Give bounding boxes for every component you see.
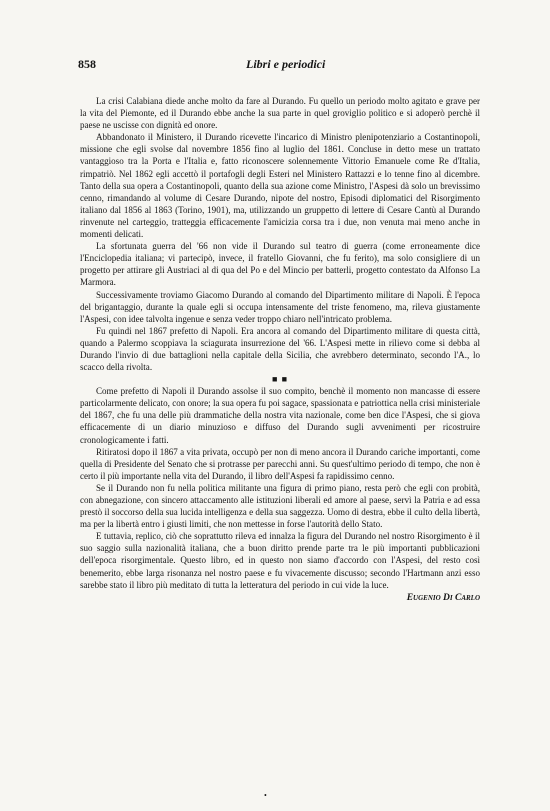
running-title: Libri e periodici: [246, 57, 326, 71]
paragraph: E tuttavia, replico, ciò che soprattutto rileva ed innalza la figura del Durando nel nostro Risorgimento è il suo saggio sulla nazionalità italiana, che a buon diritto prende parte tra le più importanti pubblicazioni dell'epoca risorgimentale. Questo libro, ed in questo non siamo d'accordo con l'Aspesi, del resto così benemerito, ebbe larga risonanza nel nostro paese e fu vivacemente discusso; secondo l'Hartmann anzi esso sarebbe stato il libro più meditato di tutta la letteratura del periodo in cui vide la luce.: [80, 531, 480, 590]
paragraph: Come prefetto di Napoli il Durando assolse il suo compito, benchè il momento non mancasse di essere particolarmente delicato, con onore; la sua opera fu poi sagace, spassionata e patriottica nella crisi ministeriale del 1867, che fu una delle più drammatiche della nostra vita nazionale, come ben dice l'Aspesi, che si giova efficacemente di un diario minuzioso e diffuso del Durando sugli avvenimenti per ricostruire cronologicamente i fatti.: [80, 386, 480, 445]
article-body: [80, 95, 480, 604]
paragraph: Ritiratosi dopo il 1867 a vita privata, occupò per non di meno ancora il Durando cariche importanti, come quella di Presidente del Senato che si protrasse per parecchi anni. Su quest'ultimo periodo di tempo, che non è certo il più importante nella vita del Durando, il libro dell'Aspesi fa rapidissimo cenno.: [80, 446, 480, 481]
paragraph: Se il Durando non fu nella politica militante una figura di primo piano, resta però che egli con probità, con abnegazione, con sincero attaccamento alle istituzioni liberali ed amore al paese, servì la Patria e ad essa prestò il soccorso della sua lucida intelligenza e della sua saggezza. Uomo di destra, ebbe il culto della libertà, ma per la libertà entro i giusti limiti, che non mettesse in forse l'autorità dello Stato.: [80, 482, 480, 530]
bottom-mark: •: [264, 791, 267, 800]
paragraph: La crisi Calabiana diede anche molto da fare al Durando. Fu quello un periodo molto agitato e grave per la vita del Piemonte, ed il Durando ebbe anche la sua parte in quel groviglio politico e si adoperò perchè il paese ne uscisse con dignità ed onore.: [80, 96, 480, 131]
page-header: [78, 57, 478, 75]
paragraph: Successivamente troviamo Giacomo Durando al comando del Dipartimento militare di Napoli. È l'epoca del brigantaggio, durante la quale egli si occupa intensamente del triste fenomeno, ma, rileva giustamente l'Aspesi, con idee talvolta ingenue e senza veder troppo chiaro nell'intricato problema.: [80, 289, 480, 324]
author-signature: Eugenio Di Carlo: [406, 592, 480, 603]
section-mark: ■ ■: [271, 374, 289, 385]
paragraph: Abbandonato il Ministero, il Durando ricevette l'incarico di Ministro plenipotenziario a Costantinopoli, missione che egli svolse dal novembre 1856 fino al luglio del 1861. Concluse in detto mese un trattato vantaggioso tra la Porta e l'Italia e, fatto riconoscere solennemente Vittorio Emanuele come Re d'Italia, rimpatriò. Nel 1862 egli accettò il portafogli degli Esteri nel Ministero Rattazzi e lo tenne fino al dicembre. Tanto della sua opera a Costantinopoli, quanto della sua azione come Ministro, l'Aspesi dà solo un brevissimo cenno, rimandando al volume di Cesare Durando, nipote del nostro, Episodi diplomatici del Risorgimento italiano dal 1856 al 1863 (Torino, 1901), ma, utilizzando un gruppetto di lettere di Cesare Cantù al Durando rinvenute nel carteggio, tratteggia efficacemente l'amicizia corsa tra i due, non venuta mai meno anche in momenti delicati.: [80, 132, 480, 240]
paragraph: Fu quindi nel 1867 prefetto di Napoli. Era ancora al comando del Dipartimento militare di questa città, quando a Palermo scoppiava la sciagurata insurrezione del '66. L'Aspesi mette in rilievo come si debba al Durando l'invio di due battaglioni nella capitale della Sicilia, che avrebbero determinato, secondo l'A., lo scacco della rivolta.: [80, 325, 480, 373]
paragraph: La sfortunata guerra del '66 non vide il Durando sul teatro di guerra (come erroneamente dice l'Enciclopedia italiana; vi partecipò, invece, il fratello Giovanni, che fu ferito), ma solo consigliere di un progetto per attirare gli Austriaci al di qua del Po e del Mincio per batterli, progetto contestato da Alfonso La Marmora.: [80, 241, 480, 288]
page-number: 858: [78, 57, 96, 71]
